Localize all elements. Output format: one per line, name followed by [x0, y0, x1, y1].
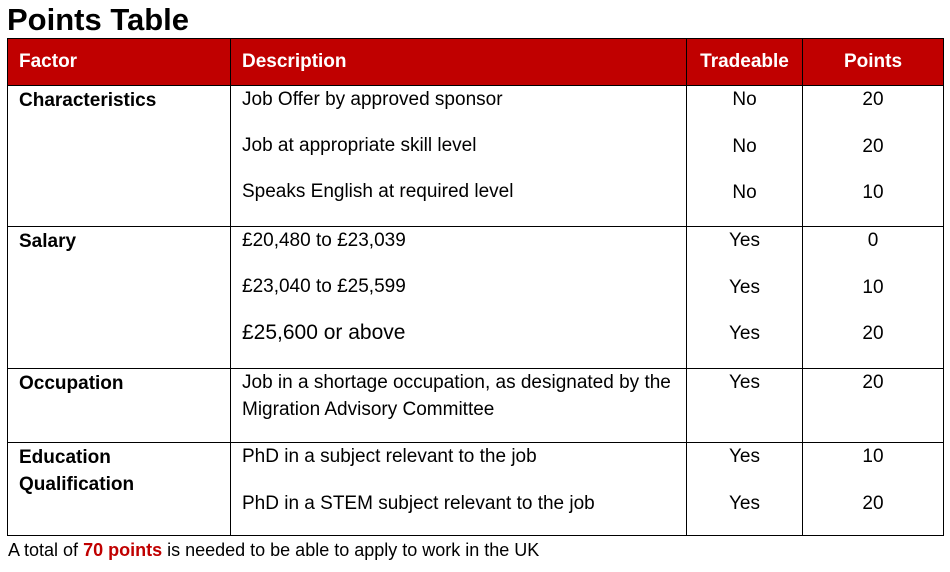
- tradeable-cell: [687, 86, 803, 227]
- tradeable-value: Yes: [729, 230, 760, 251]
- header-description: Description: [231, 39, 687, 86]
- header-tradeable: Tradeable: [687, 39, 803, 86]
- description-text: £23,040 to £25,599: [242, 276, 406, 297]
- description-cell: [231, 86, 687, 227]
- tradeable-value: Yes: [729, 446, 760, 467]
- description-text: Job in a shortage occupation, as designated by the Migration Advisory Committee: [242, 372, 671, 420]
- header-row: [8, 39, 944, 86]
- tradeable-cell: [687, 443, 803, 536]
- points-value: 20: [862, 136, 884, 157]
- points-value: 20: [862, 372, 884, 393]
- footer-highlight: 70 points: [83, 540, 163, 560]
- tradeable-cell: [687, 369, 803, 443]
- points-cell: [803, 443, 944, 536]
- tradeable-value: No: [732, 89, 757, 110]
- tradeable-value: Yes: [729, 493, 760, 514]
- tradeable-value: No: [732, 182, 757, 203]
- table-row-characteristics: [8, 86, 944, 227]
- points-value: 10: [862, 446, 884, 467]
- description-text: PhD in a subject relevant to the job: [242, 446, 537, 467]
- header-factor: Factor: [8, 39, 231, 86]
- tradeable-value: Yes: [729, 323, 760, 344]
- tradeable-value: Yes: [729, 277, 760, 298]
- tradeable-value: No: [732, 136, 757, 157]
- points-value: 10: [862, 277, 884, 298]
- factor-cell: Education Qualification: [8, 443, 231, 536]
- description-text: Job at appropriate skill level: [242, 135, 477, 156]
- header-points: Points: [803, 39, 944, 86]
- factor-cell: Salary: [8, 227, 231, 369]
- description-text: Speaks English at required level: [242, 181, 514, 202]
- tradeable-cell: [687, 227, 803, 369]
- table-row-occupation: [8, 369, 944, 443]
- page-title: Points Table: [7, 2, 190, 37]
- footer-suffix: is needed to be able to apply to work in the UK: [162, 540, 540, 560]
- factor-cell: Occupation: [8, 369, 231, 443]
- points-table: [7, 38, 944, 536]
- description-cell: [231, 443, 687, 536]
- description-text: £20,480 to £23,039: [242, 230, 406, 251]
- points-cell: [803, 227, 944, 369]
- footer-prefix: A total of: [8, 540, 84, 560]
- factor-cell: Characteristics: [8, 86, 231, 227]
- points-value: 20: [862, 493, 884, 514]
- description-cell: [231, 369, 687, 443]
- points-cell: [803, 86, 944, 227]
- description-text: £25,600 or above: [242, 321, 406, 344]
- description-text: PhD in a STEM subject relevant to the job: [242, 493, 595, 514]
- footer-note: [8, 538, 539, 562]
- points-cell: [803, 369, 944, 443]
- table-row-salary: [8, 227, 944, 369]
- points-value: 20: [862, 323, 884, 344]
- points-value: 10: [862, 182, 884, 203]
- description-text: Job Offer by approved sponsor: [242, 89, 503, 110]
- points-value: 0: [867, 230, 879, 251]
- tradeable-value: Yes: [729, 372, 760, 393]
- points-value: 20: [862, 89, 884, 110]
- description-cell: [231, 227, 687, 369]
- table-row-education: [8, 443, 944, 536]
